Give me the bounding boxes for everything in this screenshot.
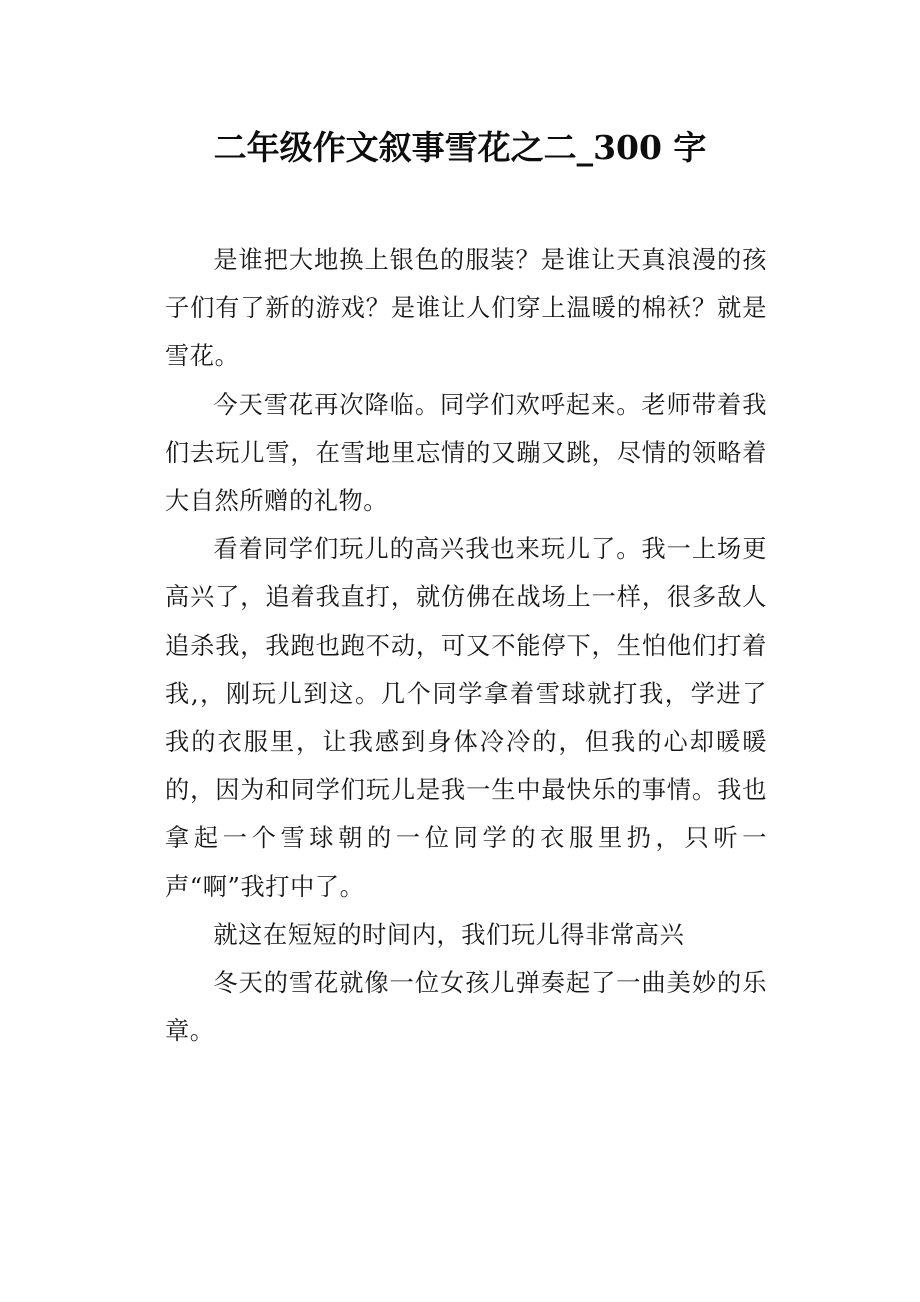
paragraph-3: 看着同学们玩儿的高兴我也来玩儿了。我一上场更高兴了，追着我直打，就仿佛在战场上一样，很多敌人追杀我，我跑也跑不动，可又不能停下，生怕他们打着我,，刚玩儿到这。几个同学拿着雪球就打我，学进了我的衣服里，让我感到身体冷冷的，但我的心却暖暖的，因为和同学们玩儿是我一生中最快乐的事情。我也拿起一个雪球朝的一位同学的衣服里扔，只听一声“啊”我打中了。 — [165, 535, 767, 901]
document-title: 二年级作文叙事雪花之二_300 字 — [213, 128, 707, 167]
paragraph-5: 冬天的雪花就像一位女孩儿弹奏起了一曲美妙的乐章。 — [165, 969, 767, 1046]
document-body — [165, 236, 767, 1055]
paragraph-2: 今天雪花再次降临。同学们欢呼起来。老师带着我们去玩儿雪，在雪地里忘情的又蹦又跳，尽情的领略着大自然所赠的礼物。 — [165, 390, 767, 516]
paragraph-1: 是谁把大地换上银色的服装？是谁让天真浪漫的孩子们有了新的游戏？是谁让人们穿上温暖的棉袄？就是雪花。 — [165, 246, 767, 371]
paragraph-4: 就这在短短的时间内，我们玩儿得非常高兴 — [213, 920, 685, 949]
